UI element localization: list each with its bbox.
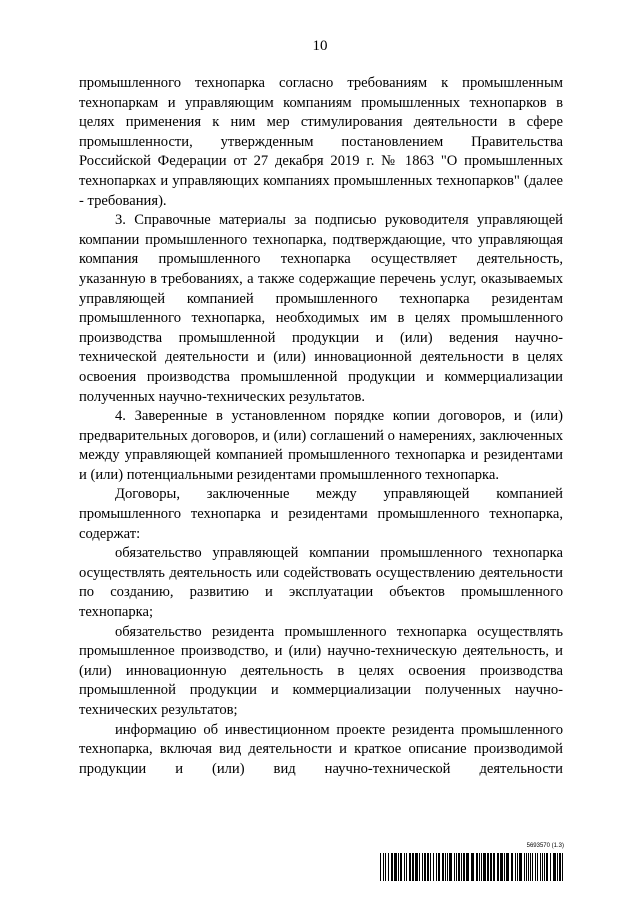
paragraph-investment-info: информацию об инвестиционном проекте резидента промышленного технопарка, включая вид деятельности и краткое описание производимой продукции и (или) вид научно-технической деятельности [79, 721, 563, 777]
page-number: 10 [312, 38, 328, 54]
barcode-number: 5693570 (1.3) [526, 843, 564, 849]
paragraph-obligation-company: обязательство управляющей компании промышленного технопарка осуществлять деятельность или содействовать осуществлению деятельности по созданию, развитию и эксплуатации объектов промышленного технопарка; [79, 545, 563, 621]
paragraph-contracts: Договоры, заключенные между управляющей компанией промышленного технопарка и резидентами промышленного технопарка, содержат: [79, 486, 563, 542]
document-body [79, 74, 563, 779]
paragraph-continuation: промышленного технопарка согласно требованиям к промышленным технопаркам и управляющим компаниям промышленных технопарков в целях применения к ним мер стимулирования деятельности в сфере промышленности, утвержденным постановлением Правительства Российской Федерации от 27 декабря 2019 г. № 1863 "О промышленных технопарках и управляющих компаниях промышленных технопарков" (далее - требования). [79, 75, 563, 209]
barcode-image [380, 853, 564, 881]
barcode [380, 843, 564, 883]
paragraph-item-4: 4. Заверенные в установленном порядке копии договоров, и (или) предварительных договоров, и (или) соглашений о намерениях, заключенных между управляющей компанией промышленного технопарка и резидентами и (или) потенциальными резидентами промышленного технопарка. [79, 408, 563, 483]
paragraph-obligation-resident: обязательство резидента промышленного технопарка осуществлять промышленное производство, и (или) научно-техническую деятельность, и (или) инновационную деятельность в целях освоения производства промышленной продукции и коммерциализации полученных научно-технических результатов; [79, 623, 563, 718]
paragraph-item-3: 3. Справочные материалы за подписью руководителя управляющей компании промышленного технопарка, подтверждающие, что управляющая компания промышленного технопарка осуществляет деятельность, указанную в требованиях, а также содержащие перечень услуг, оказываемых управляющей компанией промышленного технопарка резидентам промышленного технопарка, необходимых им в целях промышленного производства промышленной продукции и (или) ведения научно-технической деятельности и (или) инновационной деятельности в целях освоения производства промышленной продукции и коммерциализации полученных научно-технических результатов. [79, 212, 563, 405]
